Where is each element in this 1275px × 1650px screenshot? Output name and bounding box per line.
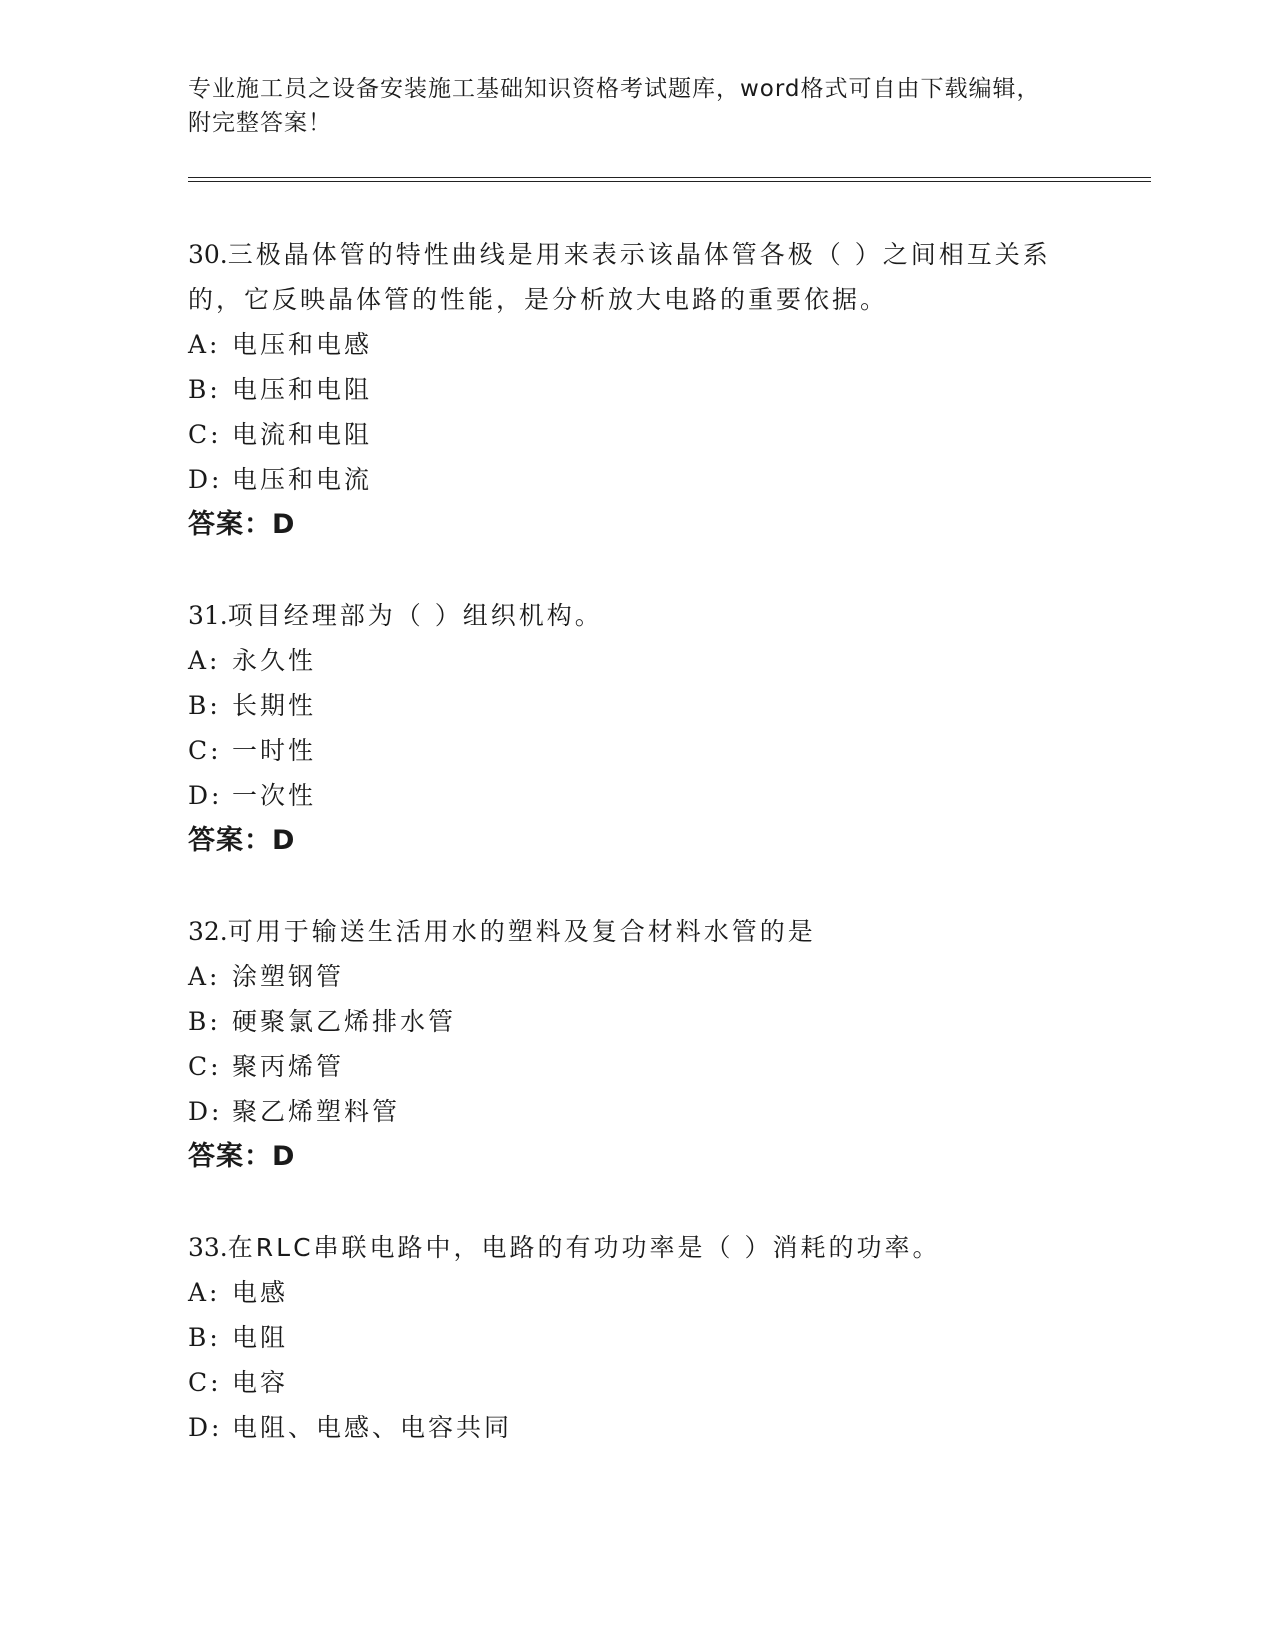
option-b xyxy=(188,1315,1068,1360)
option-letter: D: xyxy=(188,465,223,494)
option-b xyxy=(188,999,1068,1044)
option-c xyxy=(188,1044,1068,1089)
question-30 xyxy=(188,232,1068,548)
question-32 xyxy=(188,909,1068,1180)
option-b xyxy=(188,367,1068,412)
option-letter: B: xyxy=(188,1323,221,1352)
option-d xyxy=(188,1405,1068,1450)
option-a xyxy=(188,322,1068,367)
option-letter: B: xyxy=(188,691,221,720)
answer-line: 答案：D xyxy=(188,825,296,856)
header-line-2: 附完整答案！ xyxy=(188,110,332,136)
option-letter: B: xyxy=(188,375,221,404)
option-a xyxy=(188,1270,1068,1315)
option-b xyxy=(188,683,1068,728)
answer-line: 答案：D xyxy=(188,509,296,540)
option-text: 一时性 xyxy=(232,736,317,765)
question-text: 可用于输送生活用水的塑料及复合材料水管的是 xyxy=(227,917,816,946)
option-a xyxy=(188,638,1068,683)
option-text: 电压和电阻 xyxy=(232,375,373,404)
option-text: 电压和电流 xyxy=(232,465,373,494)
document-header xyxy=(188,72,1088,140)
question-text: 三极晶体管的特性曲线是用来表示该晶体管各极（ ）之间相互关系的，它反映晶体管的性能，是分析放大电路的重要依据。 xyxy=(188,240,1051,314)
option-d xyxy=(188,773,1068,818)
option-text: 电阻、电感、电容共同 xyxy=(232,1413,513,1442)
option-letter: B: xyxy=(188,1007,221,1036)
header-line-1: 专业施工员之设备安装施工基础知识资格考试题库，word格式可自由下载编辑， xyxy=(188,76,1041,102)
question-stem xyxy=(188,232,1068,322)
question-text: 在RLC串联电路中，电路的有功功率是（ ）消耗的功率。 xyxy=(227,1233,941,1262)
option-text: 聚乙烯塑料管 xyxy=(232,1097,401,1126)
question-text: 项目经理部为（ ）组织机构。 xyxy=(227,601,603,630)
option-letter: A: xyxy=(188,646,221,675)
option-letter: D: xyxy=(188,1097,223,1126)
option-text: 一次性 xyxy=(232,781,317,810)
option-a xyxy=(188,954,1068,999)
option-letter: C: xyxy=(188,1368,222,1397)
option-text: 电压和电感 xyxy=(232,330,373,359)
option-text: 涂塑钢管 xyxy=(232,962,345,991)
option-letter: D: xyxy=(188,1413,223,1442)
answer-line: 答案：D xyxy=(188,1141,296,1172)
question-31 xyxy=(188,593,1068,864)
option-letter: A: xyxy=(188,330,221,359)
option-text: 电流和电阻 xyxy=(232,420,373,449)
question-list xyxy=(188,232,1068,1495)
option-letter: A: xyxy=(188,1278,221,1307)
option-d xyxy=(188,457,1068,502)
option-d xyxy=(188,1089,1068,1134)
option-c xyxy=(188,412,1068,457)
question-stem xyxy=(188,1225,1068,1270)
option-letter: C: xyxy=(188,420,222,449)
option-text: 电容 xyxy=(232,1368,289,1397)
option-c xyxy=(188,728,1068,773)
question-stem xyxy=(188,909,1068,954)
option-c xyxy=(188,1360,1068,1405)
option-letter: D: xyxy=(188,781,223,810)
option-text: 硬聚氯乙烯排水管 xyxy=(232,1007,457,1036)
question-number: 32. xyxy=(188,917,228,946)
question-number: 31. xyxy=(188,601,228,630)
option-letter: C: xyxy=(188,736,222,765)
question-number: 30. xyxy=(188,240,228,269)
question-stem xyxy=(188,593,1068,638)
option-letter: A: xyxy=(188,962,221,991)
option-text: 长期性 xyxy=(232,691,317,720)
option-text: 聚丙烯管 xyxy=(232,1052,345,1081)
option-letter: C: xyxy=(188,1052,222,1081)
header-double-rule xyxy=(188,177,1151,182)
question-33 xyxy=(188,1225,1068,1450)
option-text: 电阻 xyxy=(232,1323,289,1352)
option-text: 永久性 xyxy=(232,646,317,675)
question-number: 33. xyxy=(188,1233,228,1262)
option-text: 电感 xyxy=(232,1278,289,1307)
